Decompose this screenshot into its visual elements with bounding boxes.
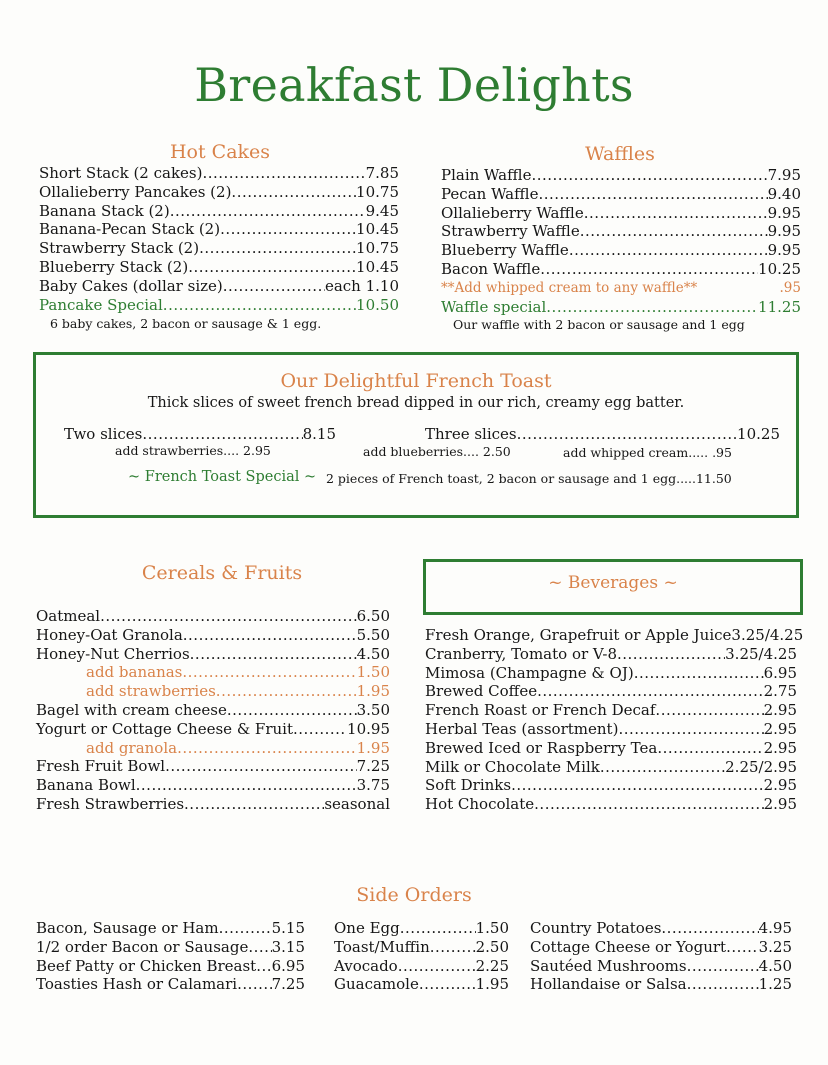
addon-item: add granola ..... 1.95: [36, 739, 390, 758]
menu-item: 1/2 order Bacon or Sausage ..... 3.15: [36, 938, 305, 957]
menu-item: Blueberry Stack (2) ..... 10.45: [39, 258, 399, 277]
side-orders-col2: [334, 919, 509, 994]
menu-item: Toasties Hash or Calamari ..... 7.25: [36, 975, 305, 994]
hot-cakes-heading: Hot Cakes: [169, 141, 271, 163]
menu-item: Brewed Iced or Raspberry Tea ..... 2.95: [425, 739, 797, 758]
menu-item: Soft Drinks ..... 2.95: [425, 776, 797, 795]
menu-item: Bacon, Sausage or Ham ..... 5.15: [36, 919, 305, 938]
menu-item: Country Potatoes ..... 4.95: [530, 919, 792, 938]
menu-item: Banana Bowl ..... 3.75: [36, 776, 390, 795]
waffle-special: Waffle special ..... 11.25: [441, 298, 801, 317]
add-strawberries-note: add strawberries.... 2.95: [115, 443, 271, 458]
menu-item: Strawberry Stack (2) ..... 10.75: [39, 239, 399, 258]
cereals-list: [36, 607, 390, 814]
french-toast-special-desc: 2 pieces of French toast, 2 bacon or sausage and 1 egg.....11.50: [326, 471, 732, 486]
menu-item: Avocado ..... 2.25: [334, 957, 509, 976]
menu-item: Cottage Cheese or Yogurt ..... 3.25: [530, 938, 792, 957]
menu-item: Oatmeal ..... 6.50: [36, 607, 390, 626]
menu-item: Fresh Fruit Bowl ..... 7.25: [36, 757, 390, 776]
french-toast-description: Thick slices of sweet french bread dipped in our rich, creamy egg batter.: [147, 395, 685, 411]
pancake-special: Pancake Special ..... 10.50: [39, 296, 399, 315]
menu-item: Strawberry Waffle ..... 9.95: [441, 222, 801, 241]
menu-item: Hot Chocolate ..... 2.95: [425, 795, 797, 814]
hot-cakes-list: [39, 164, 399, 314]
side-orders-col3: [530, 919, 792, 994]
menu-item: Baby Cakes (dollar size) ..... each 1.10: [39, 277, 399, 296]
whipped-cream-addon: **Add whipped cream to any waffle** .95: [441, 279, 801, 296]
menu-item: One Egg ..... 1.50: [334, 919, 509, 938]
menu-item: Mimosa (Champagne & OJ) ..... 6.95: [425, 664, 797, 683]
waffles-heading: Waffles: [585, 143, 655, 165]
menu-item: Beef Patty or Chicken Breast ..... 6.95: [36, 957, 305, 976]
menu-item: Honey-Nut Cherrios ..... 4.50: [36, 645, 390, 664]
menu-item: Hollandaise or Salsa ..... 1.25: [530, 975, 792, 994]
menu-item: Plain Waffle ..... 7.95: [441, 166, 801, 185]
menu-item: Short Stack (2 cakes) ..... 7.85: [39, 164, 399, 183]
menu-item: Ollalieberry Pancakes (2) ..... 10.75: [39, 183, 399, 202]
add-blueberries-note: add blueberries.... 2.50: [363, 444, 511, 459]
menu-item: Yogurt or Cottage Cheese & Fruit ..... 10.95: [36, 720, 390, 739]
menu-item: Guacamole ..... 1.95: [334, 975, 509, 994]
three-slices-item: Three slices ..... 10.25: [425, 425, 780, 444]
menu-item: Brewed Coffee ..... 2.75: [425, 682, 797, 701]
menu-item: Banana-Pecan Stack (2) ..... 10.45: [39, 220, 399, 239]
addon-item: add strawberries ..... 1.95: [36, 682, 390, 701]
menu-item: French Roast or French Decaf ..... 2.95: [425, 701, 797, 720]
menu-item: Ollalieberry Waffle ..... 9.95: [441, 204, 801, 223]
menu-item: Herbal Teas (assortment) ..... 2.95: [425, 720, 797, 739]
menu-item: Sautéed Mushrooms ..... 4.50: [530, 957, 792, 976]
menu-item: Blueberry Waffle ..... 9.95: [441, 241, 801, 260]
beverages-list: [425, 626, 804, 814]
waffles-list: [441, 166, 801, 316]
menu-item: Banana Stack (2) ..... 9.45: [39, 202, 399, 221]
side-orders-col1: [36, 919, 305, 994]
side-orders-heading: Side Orders: [356, 884, 472, 906]
pancake-special-note: 6 baby cakes, 2 bacon or sausage & 1 egg.: [50, 316, 322, 331]
menu-item: Toast/Muffin ..... 2.50: [334, 938, 509, 957]
waffle-special-note: Our waffle with 2 bacon or sausage and 1 egg: [453, 317, 745, 332]
french-toast-special-label: ~ French Toast Special ~: [128, 469, 317, 485]
menu-item: Fresh Orange, Grapefruit or Apple Juice 3.25/4.25: [425, 626, 804, 644]
menu-item: Pecan Waffle ..... 9.40: [441, 185, 801, 204]
addon-item: add bananas ..... 1.50: [36, 663, 390, 682]
two-slices-item: Two slices ..... 8.15: [64, 425, 336, 444]
menu-title: Breakfast Delights: [194, 58, 634, 112]
menu-item: Fresh Strawberries ..... seasonal: [36, 795, 390, 814]
french-toast-heading: Our Delightful French Toast: [280, 370, 552, 392]
menu-item: Honey-Oat Granola ..... 5.50: [36, 626, 390, 645]
menu-item: Bagel with cream cheese ..... 3.50: [36, 701, 390, 720]
add-whipped-cream-note: add whipped cream..... .95: [563, 445, 732, 460]
cereals-heading: Cereals & Fruits: [141, 562, 303, 584]
menu-item: Milk or Chocolate Milk ..... 2.25/2.95: [425, 758, 797, 777]
beverages-heading: ~ Beverages ~: [548, 573, 678, 593]
menu-item: Bacon Waffle ..... 10.25: [441, 260, 801, 279]
menu-item: Cranberry, Tomato or V-8 ..... 3.25/4.25: [425, 645, 797, 664]
